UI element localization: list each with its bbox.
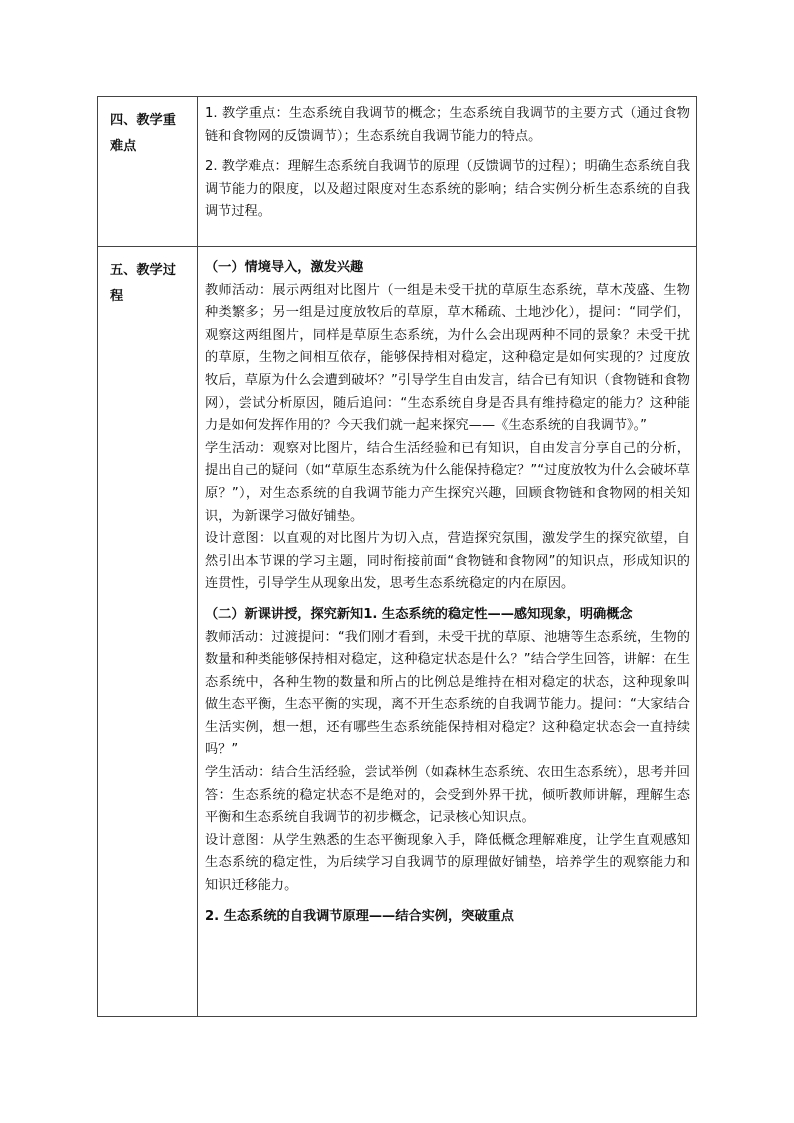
row-label-cell xyxy=(98,97,198,247)
design-intent-paragraph: 设计意图：从学生熟悉的生态平衡现象入手，降低概念理解难度，让学生直观感知生态系统的稳定性，为后续学习自我调节的原理做好铺垫，培养学生的观察能力和知识迁移能力。 xyxy=(205,832,690,894)
section-heading-regulation-principle: 2. 生态系统的自我调节原理——结合实例，突破重点 xyxy=(205,908,514,924)
table-row-key-points xyxy=(98,97,697,247)
teacher-activity-paragraph: 教师活动：展示两组对比图片（一组是未受干扰的草原生态系统，草木茂盛、生物种类繁多；另一组是过度放牧后的草原，草木稀疏、土地沙化），提问：“同学们，观察这两组图片，同样是草原生态系统，为什么会出现两种不同的景象？未受干扰的草原，生物之间相互依存，能够保持相对稳定，这种稳定是如何实现的？过度放牧后，草原为什么会遭到破坏？”引导学生自由发言，结合已有知识（食物链和食物网），尝试分析原因，随后追问：“生态系统自身是否具有维持稳定的能力？这种能力是如何发挥作用的？今天我们就一起来探究——《生态系统的自我调节》。” xyxy=(205,282,690,434)
student-activity-paragraph: 学生活动：观察对比图片，结合生活经验和已有知识，自由发言分享自己的分析，提出自己的疑问（如“草原生态系统为什么能保持稳定？”“过度放牧为什么会破坏草原？”），对生态系统的自我调节能力产生探究兴趣，回顾食物链和食物网的相关知识，为新课学习做好铺垫。 xyxy=(205,440,690,524)
teacher-activity-paragraph: 教师活动：过渡提问：“我们刚才看到，未受干扰的草原、池塘等生态系统，生物的数量和种类能够保持相对稳定，这种稳定状态是什么？”结合学生回答，讲解：在生态系统中，各种生物的数量和所占的比例总是维持在相对稳定的状态，这种现象叫做生态平衡，生态平衡的实现，离不开生态系统的自我调节能力。提问：“大家结合生活实例，想一想，还有哪些生态系统能保持相对稳定？这种稳定状态会一直持续吗？” xyxy=(205,629,690,758)
section-heading-intro: （一）情境导入，激发兴趣 xyxy=(205,260,364,275)
student-activity-paragraph: 学生活动：结合生活经验，尝试举例（如森林生态系统、农田生态系统），思考并回答：生态系统的稳定状态不是绝对的，会受到外界干扰，倾听教师讲解，理解生态平衡和生态系统自我调节的初步概念，记录核心知识点。 xyxy=(205,765,690,826)
key-point-paragraph: 1. 教学重点：生态系统自我调节的概念；生态系统自我调节的主要方式（通过食物链和食物网的反馈调节）；生态系统自我调节能力的特点。 xyxy=(205,106,690,144)
difficulty-paragraph: 2. 教学难点：理解生态系统自我调节的原理（反馈调节的过程）；明确生态系统自我调节能力的限度，以及超过限度对生态系统的影响；结合实例分析生态系统的自我调节过程。 xyxy=(205,159,690,220)
row-content-cell xyxy=(198,97,697,247)
row-content-cell xyxy=(198,247,697,1017)
table-row-teaching-process xyxy=(98,247,697,1017)
row-label-cell xyxy=(98,247,198,1017)
section-heading-new-lesson: （二）新课讲授，探究新知1. 生态系统的稳定性——感知现象，明确概念 xyxy=(205,606,633,622)
row-label-teaching-process: 五、教学过程 xyxy=(110,263,176,304)
design-intent-paragraph: 设计意图：以直观的对比图片为切入点，营造探究氛围，激发学生的探究欲望，自然引出本节课的学习主题，同时衔接前面“食物链和食物网”的知识点，形成知识的连贯性，引导学生从现象出发，思考生态系统稳定的内在原因。 xyxy=(205,531,690,592)
lesson-plan-table xyxy=(97,96,697,1017)
row-label-key-points: 四、教学重难点 xyxy=(110,113,176,154)
